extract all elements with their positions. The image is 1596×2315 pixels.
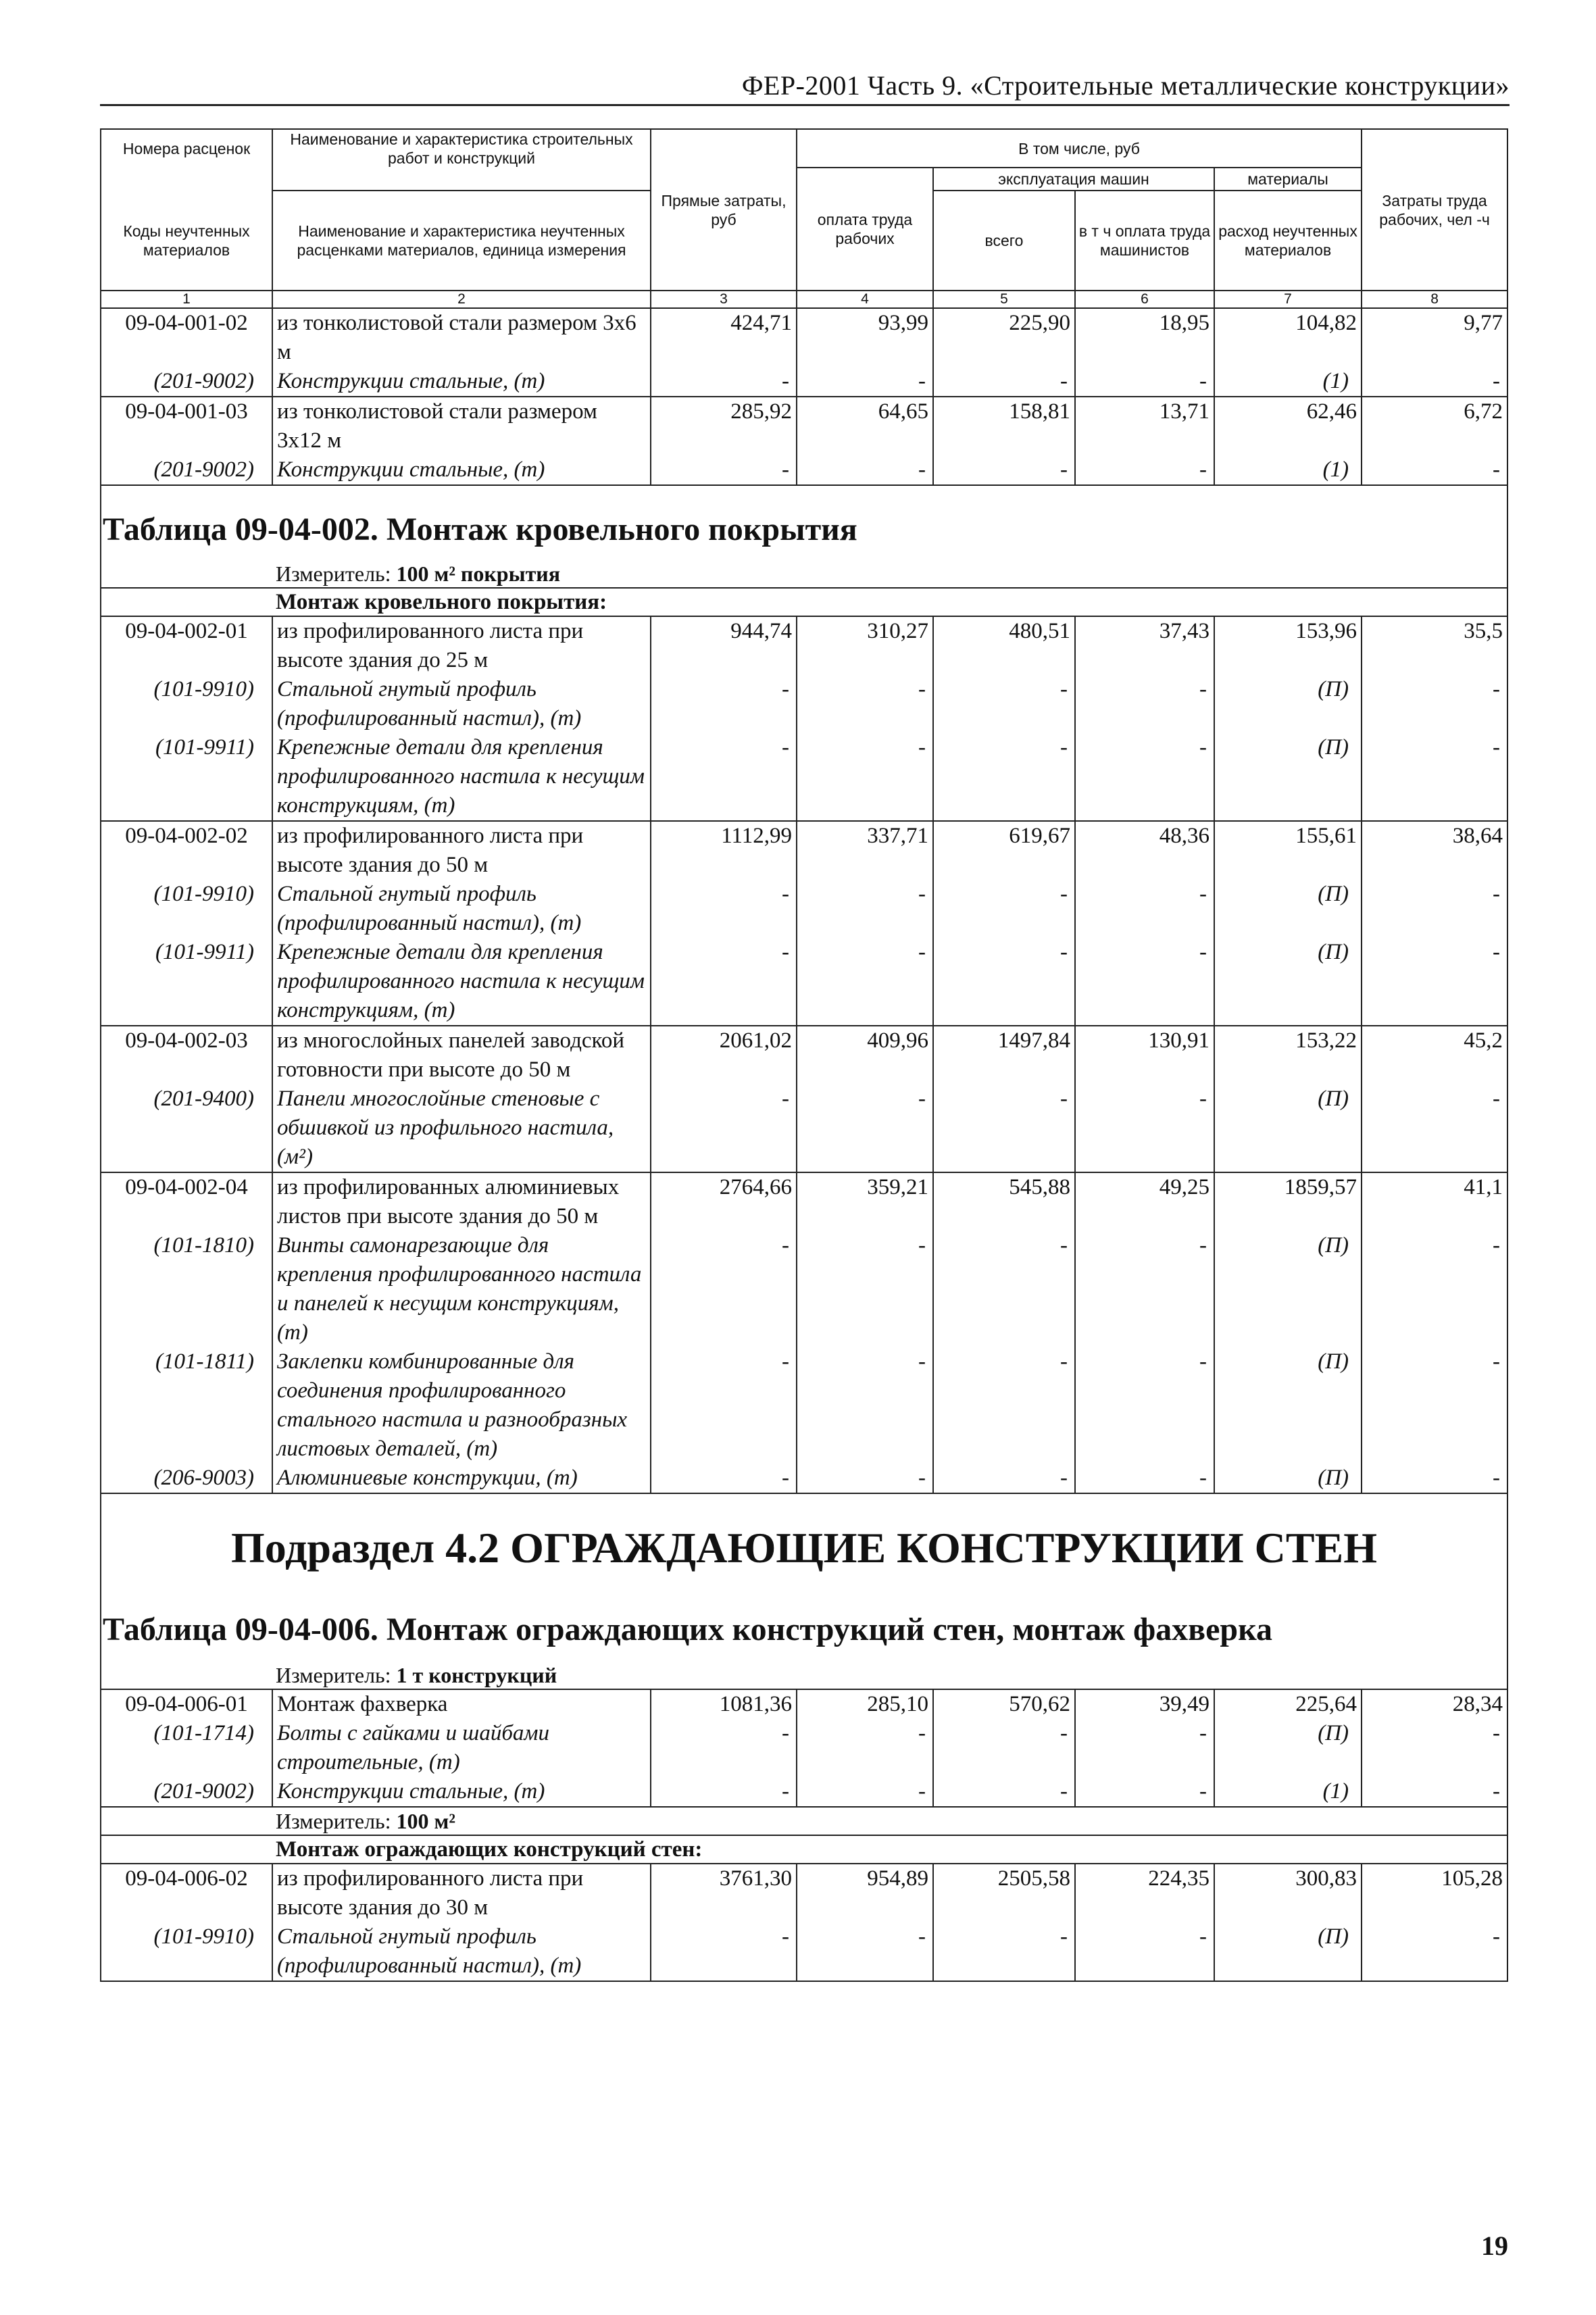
table-002-measure: Измеритель: 100 м² покрытия [101, 560, 1507, 588]
labor-hours-cell: 28,34 [1362, 1689, 1507, 1719]
materials-cell: (П) [1214, 1719, 1362, 1777]
material-row [101, 938, 1507, 1026]
materials-cell: (П) [1214, 1922, 1362, 1981]
labor-pay-cell: 337,71 [797, 821, 933, 880]
material-row [101, 1347, 1507, 1464]
direct-cost-cell: - [651, 1085, 797, 1172]
rate-row [101, 616, 1507, 675]
rate-row [101, 397, 1507, 455]
machine-cost-cell: 570,62 [933, 1689, 1075, 1719]
labor-hours-cell: - [1362, 1231, 1507, 1347]
rate-row [101, 1172, 1507, 1231]
col7-header: расход неучтенных материалов [1214, 191, 1362, 291]
materials-cell: (П) [1214, 1085, 1362, 1172]
material-row [101, 1085, 1507, 1172]
table-006-measure-2: Измеритель: 100 м² [101, 1807, 1507, 1835]
labor-hours-cell: - [1362, 1464, 1507, 1493]
machine-cost-cell: 619,67 [933, 821, 1075, 880]
machine-cost-cell: - [933, 455, 1075, 485]
col1-header-bottom: Коды неучтенных материалов [101, 191, 272, 291]
code-cell: (101-9911) [101, 938, 272, 1026]
labor-pay-cell: - [797, 1777, 933, 1807]
col3-header: Прямые затраты, руб [651, 129, 797, 291]
machinist-pay-cell: - [1075, 1922, 1214, 1981]
machinist-pay-cell: 130,91 [1075, 1026, 1214, 1085]
machinist-pay-cell: 48,36 [1075, 821, 1214, 880]
name-cell: Конструкции стальные, (т) [272, 367, 651, 397]
direct-cost-cell: - [651, 1777, 797, 1807]
machinist-pay-cell: - [1075, 1719, 1214, 1777]
machinist-pay-cell: 39,49 [1075, 1689, 1214, 1719]
labor-pay-cell: 64,65 [797, 397, 933, 455]
col8-header: Затраты труда рабочих, чел -ч [1362, 129, 1507, 291]
materials-cell: (П) [1214, 1347, 1362, 1464]
labor-hours-cell: 45,2 [1362, 1026, 1507, 1085]
col-num: 4 [797, 291, 933, 308]
rate-row [101, 1864, 1507, 1922]
group-header: В том числе, руб [797, 129, 1362, 168]
machine-cost-cell: 158,81 [933, 397, 1075, 455]
machinist-pay-cell: 18,95 [1075, 308, 1214, 367]
direct-cost-cell: - [651, 1231, 797, 1347]
col5-header: всего [933, 191, 1075, 291]
name-cell: Монтаж фахверка [272, 1689, 651, 1719]
material-row [101, 733, 1507, 821]
machinist-pay-cell: 224,35 [1075, 1864, 1214, 1922]
name-cell: из профилированного листа при высоте здания до 30 м [272, 1864, 651, 1922]
code-cell: (101-1810) [101, 1231, 272, 1347]
name-cell: из тонколистовой стали размером 3х12 м [272, 397, 651, 455]
name-cell: Стальной гнутый профиль (профилированный настил), (т) [272, 1922, 651, 1981]
labor-pay-cell: - [797, 675, 933, 733]
direct-cost-cell: 1081,36 [651, 1689, 797, 1719]
name-cell: из многослойных панелей заводской готовности при высоте до 50 м [272, 1026, 651, 1085]
labor-hours-cell: - [1362, 938, 1507, 1026]
col1-header-top: Номера расценок [101, 129, 272, 168]
labor-pay-cell: 409,96 [797, 1026, 933, 1085]
table-006-measure-1: Измеритель: 1 т конструкций [101, 1662, 1507, 1689]
name-cell: из тонколистовой стали размером 3х6 м [272, 308, 651, 367]
machine-cost-cell: 2505,58 [933, 1864, 1075, 1922]
labor-hours-cell: 41,1 [1362, 1172, 1507, 1231]
col2-header-bottom: Наименование и характеристика неучтенных расценками материалов, единица измерения [272, 191, 651, 291]
name-cell: Конструкции стальные, (т) [272, 1777, 651, 1807]
direct-cost-cell: - [651, 1464, 797, 1493]
machine-cost-cell: - [933, 733, 1075, 821]
col-num: 5 [933, 291, 1075, 308]
col-num: 7 [1214, 291, 1362, 308]
direct-cost-cell: 2061,02 [651, 1026, 797, 1085]
labor-hours-cell: - [1362, 1719, 1507, 1777]
labor-pay-cell: - [797, 1231, 933, 1347]
code-cell: (201-9002) [101, 455, 272, 485]
direct-cost-cell: - [651, 1922, 797, 1981]
machine-cost-cell: 1497,84 [933, 1026, 1075, 1085]
direct-cost-cell: 3761,30 [651, 1864, 797, 1922]
labor-pay-cell: 954,89 [797, 1864, 933, 1922]
materials-cell: 62,46 [1214, 397, 1362, 455]
material-row [101, 675, 1507, 733]
name-cell: Винты самонарезающие для крепления профилированного настила и панелей к несущим конструкциям, (т) [272, 1231, 651, 1347]
col-num: 1 [101, 291, 272, 308]
direct-cost-cell: 944,74 [651, 616, 797, 675]
table-006-title: Таблица 09-04-006. Монтаж ограждающих конструкций стен, монтаж фахверка [101, 1609, 1507, 1651]
code-cell: 09-04-002-02 [101, 821, 272, 880]
material-row [101, 1777, 1507, 1807]
code-cell: (101-9910) [101, 1922, 272, 1981]
code-cell: (101-1714) [101, 1719, 272, 1777]
material-row [101, 1464, 1507, 1493]
machinist-pay-cell: 49,25 [1075, 1172, 1214, 1231]
subsection-title: Подраздел 4.2 ОГРАЖДАЮЩИЕ КОНСТРУКЦИИ СТЕН [101, 1521, 1507, 1575]
labor-pay-cell: - [797, 880, 933, 938]
materials-cell: (П) [1214, 880, 1362, 938]
material-row [101, 1719, 1507, 1777]
col-num: 2 [272, 291, 651, 308]
material-row [101, 880, 1507, 938]
code-cell: 09-04-006-01 [101, 1689, 272, 1719]
direct-cost-cell: - [651, 455, 797, 485]
labor-hours-cell: 6,72 [1362, 397, 1507, 455]
rate-row [101, 1026, 1507, 1085]
code-cell: 09-04-002-04 [101, 1172, 272, 1231]
materials-group-header: материалы [1214, 168, 1362, 191]
labor-pay-cell: - [797, 1347, 933, 1464]
col-num: 3 [651, 291, 797, 308]
labor-pay-cell: - [797, 1719, 933, 1777]
table-002-title: Таблица 09-04-002. Монтаж кровельного покрытия [101, 509, 1507, 551]
labor-hours-cell: 9,77 [1362, 308, 1507, 367]
code-cell: (201-9002) [101, 367, 272, 397]
labor-pay-cell: - [797, 1922, 933, 1981]
machinist-pay-cell: - [1075, 1085, 1214, 1172]
labor-pay-cell: 359,21 [797, 1172, 933, 1231]
material-row [101, 1922, 1507, 1981]
labor-hours-cell: - [1362, 367, 1507, 397]
materials-cell: (П) [1214, 1464, 1362, 1493]
labor-hours-cell: 35,5 [1362, 616, 1507, 675]
labor-pay-cell: - [797, 367, 933, 397]
direct-cost-cell: 424,71 [651, 308, 797, 367]
direct-cost-cell: 1112,99 [651, 821, 797, 880]
name-cell: Заклепки комбинированные для соединения профилированного стального настила и разнообразных листовых деталей, (т) [272, 1347, 651, 1464]
labor-pay-cell: - [797, 1464, 933, 1493]
code-cell: (101-9910) [101, 675, 272, 733]
machine-cost-cell: - [933, 1922, 1075, 1981]
materials-cell: 155,61 [1214, 821, 1362, 880]
direct-cost-cell: - [651, 1719, 797, 1777]
page-header: ФЕР-2001 Часть 9. «Строительные металлические конструкции» [100, 68, 1510, 106]
name-cell: Крепежные детали для крепления профилированного настила к несущим конструкциям, (т) [272, 733, 651, 821]
labor-hours-cell: - [1362, 1085, 1507, 1172]
direct-cost-cell: - [651, 733, 797, 821]
rate-row [101, 821, 1507, 880]
materials-cell: 153,96 [1214, 616, 1362, 675]
machinist-pay-cell: - [1075, 938, 1214, 1026]
materials-cell: 225,64 [1214, 1689, 1362, 1719]
direct-cost-cell: - [651, 675, 797, 733]
machinist-pay-cell: - [1075, 733, 1214, 821]
materials-cell: 1859,57 [1214, 1172, 1362, 1231]
direct-cost-cell: 285,92 [651, 397, 797, 455]
labor-hours-cell: - [1362, 1777, 1507, 1807]
labor-pay-cell: 285,10 [797, 1689, 933, 1719]
direct-cost-cell: 2764,66 [651, 1172, 797, 1231]
direct-cost-cell: - [651, 880, 797, 938]
col4-header: оплата труда рабочих [797, 168, 933, 291]
machinist-pay-cell: - [1075, 1347, 1214, 1464]
code-cell: (201-9400) [101, 1085, 272, 1172]
machinist-pay-cell: - [1075, 1231, 1214, 1347]
machine-cost-cell: - [933, 880, 1075, 938]
labor-hours-cell: 38,64 [1362, 821, 1507, 880]
machinist-pay-cell: - [1075, 367, 1214, 397]
price-table [100, 128, 1508, 1982]
direct-cost-cell: - [651, 1347, 797, 1464]
machinist-pay-cell: - [1075, 1777, 1214, 1807]
name-cell: Алюминиевые конструкции, (т) [272, 1464, 651, 1493]
labor-pay-cell: - [797, 1085, 933, 1172]
materials-cell: (1) [1214, 1777, 1362, 1807]
machine-group-header: эксплуатация машин [933, 168, 1214, 191]
col-num: 6 [1075, 291, 1214, 308]
machinist-pay-cell: - [1075, 880, 1214, 938]
name-cell: Болты с гайками и шайбами строительные, (т) [272, 1719, 651, 1777]
direct-cost-cell: - [651, 938, 797, 1026]
labor-pay-cell: - [797, 455, 933, 485]
materials-cell: (1) [1214, 455, 1362, 485]
code-cell: 09-04-002-03 [101, 1026, 272, 1085]
name-cell: Стальной гнутый профиль (профилированный настил), (т) [272, 880, 651, 938]
machine-cost-cell: - [933, 1231, 1075, 1347]
code-cell: 09-04-001-03 [101, 397, 272, 455]
machine-cost-cell: - [933, 1464, 1075, 1493]
materials-cell: 104,82 [1214, 308, 1362, 367]
name-cell: из профилированных алюминиевых листов при высоте здания до 50 м [272, 1172, 651, 1231]
machine-cost-cell: 480,51 [933, 616, 1075, 675]
machine-cost-cell: - [933, 367, 1075, 397]
labor-pay-cell: 310,27 [797, 616, 933, 675]
code-cell: (206-9003) [101, 1464, 272, 1493]
material-row [101, 367, 1507, 397]
machine-cost-cell: 545,88 [933, 1172, 1075, 1231]
machine-cost-cell: - [933, 1777, 1075, 1807]
code-cell: (101-1811) [101, 1347, 272, 1464]
labor-hours-cell: - [1362, 1922, 1507, 1981]
labor-hours-cell: 105,28 [1362, 1864, 1507, 1922]
labor-hours-cell: - [1362, 675, 1507, 733]
name-cell: из профилированного листа при высоте здания до 25 м [272, 616, 651, 675]
material-row [101, 1231, 1507, 1347]
labor-pay-cell: - [797, 938, 933, 1026]
materials-cell: (П) [1214, 733, 1362, 821]
materials-cell: 153,22 [1214, 1026, 1362, 1085]
code-cell: (101-9910) [101, 880, 272, 938]
labor-pay-cell: - [797, 733, 933, 821]
labor-pay-cell: 93,99 [797, 308, 933, 367]
col2-header-top: Наименование и характеристика строительных работ и конструкций [272, 129, 651, 168]
page-number: 19 [1481, 2231, 1508, 2261]
col6-header: в т ч оплата труда машинистов [1075, 191, 1214, 291]
code-cell: 09-04-001-02 [101, 308, 272, 367]
table-006-group: Монтаж ограждающих конструкций стен: [101, 1835, 1507, 1864]
code-cell: 09-04-006-02 [101, 1864, 272, 1922]
machinist-pay-cell: 13,71 [1075, 397, 1214, 455]
labor-hours-cell: - [1362, 455, 1507, 485]
name-cell: Крепежные детали для крепления профилированного настила к несущим конструкциям, (т) [272, 938, 651, 1026]
machine-cost-cell: 225,90 [933, 308, 1075, 367]
machinist-pay-cell: 37,43 [1075, 616, 1214, 675]
machine-cost-cell: - [933, 1347, 1075, 1464]
table-002-group: Монтаж кровельного покрытия: [101, 588, 1507, 616]
code-cell: 09-04-002-01 [101, 616, 272, 675]
labor-hours-cell: - [1362, 880, 1507, 938]
machine-cost-cell: - [933, 1719, 1075, 1777]
direct-cost-cell: - [651, 367, 797, 397]
name-cell: из профилированного листа при высоте здания до 50 м [272, 821, 651, 880]
machine-cost-cell: - [933, 938, 1075, 1026]
materials-cell: (П) [1214, 938, 1362, 1026]
materials-cell: (1) [1214, 367, 1362, 397]
labor-hours-cell: - [1362, 1347, 1507, 1464]
col-num: 8 [1362, 291, 1507, 308]
machine-cost-cell: - [933, 1085, 1075, 1172]
code-cell: (201-9002) [101, 1777, 272, 1807]
code-cell: (101-9911) [101, 733, 272, 821]
machinist-pay-cell: - [1075, 675, 1214, 733]
name-cell: Конструкции стальные, (т) [272, 455, 651, 485]
machinist-pay-cell: - [1075, 455, 1214, 485]
materials-cell: 300,83 [1214, 1864, 1362, 1922]
rate-row [101, 308, 1507, 367]
rate-row [101, 1689, 1507, 1719]
machinist-pay-cell: - [1075, 1464, 1214, 1493]
machine-cost-cell: - [933, 675, 1075, 733]
material-row [101, 455, 1507, 485]
materials-cell: (П) [1214, 1231, 1362, 1347]
materials-cell: (П) [1214, 675, 1362, 733]
name-cell: Панели многослойные стеновые с обшивкой из профильного настила, (м²) [272, 1085, 651, 1172]
name-cell: Стальной гнутый профиль (профилированный настил), (т) [272, 675, 651, 733]
labor-hours-cell: - [1362, 733, 1507, 821]
